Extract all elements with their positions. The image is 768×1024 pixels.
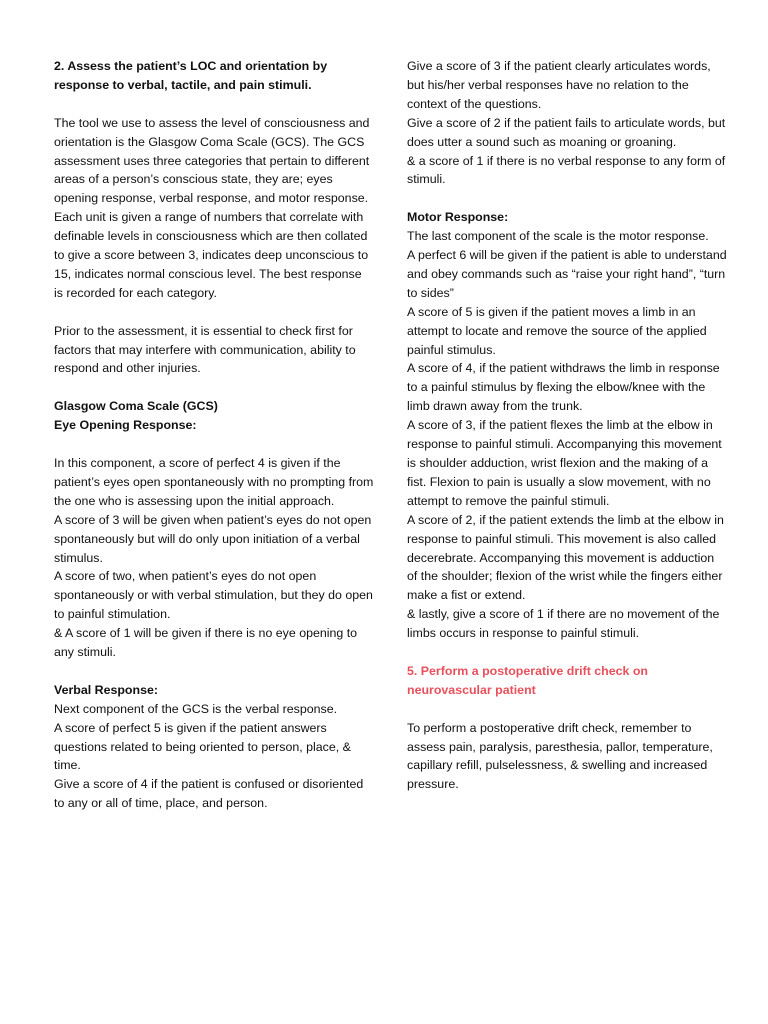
motor-score-5: A score of 5 is given if the patient moves a limb in an attempt to locate and remove the source of the applied painful stimulus. bbox=[407, 304, 707, 357]
gcs-intro-paragraph: The tool we use to assess the level of consciousness and orientation is the Glasgow Coma Scale (GCS). The GCS assessment uses three categories that pertain to different areas of a person’s conscious state, they are; eyes opening response, verbal response, and motor response. Each unit is given a range of numbers that correlate with definable levels in consciousness which are then collated to give a score between 3, indicates deep unconscious to 15, indicates normal conscious level. The best response is recorded for each category. bbox=[54, 115, 370, 300]
section2-heading: 2. Assess the patient’s LOC and orientation by response to verbal, tactile, and pain stimuli. bbox=[54, 59, 328, 92]
verbal-response-heading: Verbal Response: bbox=[54, 682, 158, 697]
motor-intro: The last component of the scale is the motor response. bbox=[407, 229, 709, 244]
right-column bbox=[407, 57, 727, 794]
eye-score-2: A score of two, when patient’s eyes do not open spontaneously or with verbal stimulation, but they do open to painful stimulation. bbox=[54, 569, 373, 622]
spacer bbox=[407, 643, 727, 662]
spacer bbox=[407, 700, 727, 719]
eye-score-4: In this component, a score of perfect 4 is given if the patient’s eyes open spontaneously with no prompting from the one who is assessing upon the initial approach. bbox=[54, 455, 374, 508]
spacer bbox=[54, 662, 374, 681]
verbal-score-4: Give a score of 4 if the patient is confused or disoriented to any or all of time, place, and person. bbox=[54, 777, 364, 811]
motor-score-1: & lastly, give a score of 1 if there are no movement of the limbs occurs in response to painful stimuli. bbox=[407, 607, 720, 641]
verbal-intro: Next component of the GCS is the verbal response. bbox=[54, 701, 338, 716]
prior-assessment-paragraph: Prior to the assessment, it is essential to check first for factors that may interfere with communication, ability to respond and other injuries. bbox=[54, 323, 356, 376]
motor-score-4: A score of 4, if the patient withdraws the limb in response to a painful stimulus by flexing the elbow/knee with the limb drawn away from the trunk. bbox=[407, 361, 720, 414]
spacer bbox=[54, 435, 374, 454]
eye-opening-heading: Eye Opening Response: bbox=[54, 418, 197, 433]
verbal-score-3: Give a score of 3 if the patient clearly articulates words, but his/her verbal responses have no relation to the context of the questions. bbox=[407, 59, 711, 111]
eye-score-1: & A score of 1 will be given if there is no eye opening to any stimuli. bbox=[54, 626, 358, 660]
spacer bbox=[54, 95, 374, 114]
spacer bbox=[54, 303, 374, 322]
left-column bbox=[54, 57, 374, 813]
eye-score-3: A score of 3 will be given when patient’s eyes do not open spontaneously but will do only upon initiation of a verbal stimulus. bbox=[54, 512, 372, 565]
motor-score-6: A perfect 6 will be given if the patient is able to understand and obey commands such as “raise your right hand”, “turn to sides” bbox=[407, 248, 727, 300]
spacer bbox=[54, 378, 374, 397]
verbal-score-2: Give a score of 2 if the patient fails to articulate words, but does utter a sound such as moaning or groaning. bbox=[407, 115, 726, 149]
drift-check-paragraph: To perform a postoperative drift check, remember to assess pain, paralysis, paresthesia, pallor, temperature, capillary refill, pulselessness, & swelling and increased pressure. bbox=[407, 720, 713, 792]
spacer bbox=[407, 189, 727, 208]
verbal-score-5: A score of perfect 5 is given if the patient answers questions related to being oriented to person, place, & time. bbox=[54, 720, 351, 773]
gcs-title: Glasgow Coma Scale (GCS) bbox=[54, 399, 218, 414]
verbal-score-1: & a score of 1 if there is no verbal response to any form of stimuli. bbox=[407, 153, 726, 187]
section5-heading: 5. Perform a postoperative drift check on neurovascular patient bbox=[407, 663, 648, 697]
motor-response-heading: Motor Response: bbox=[407, 210, 509, 225]
motor-score-2: A score of 2, if the patient extends the limb at the elbow in response to painful stimuli. This movement is also called decerebrate. Accompanying this movement is adduction of the shoulder; flexion of the wrist while the fingers either make a fist or extend. bbox=[407, 512, 724, 603]
motor-score-3: A score of 3, if the patient flexes the limb at the elbow in response to painful stimuli. Accompanying this movement is shoulder adduction, wrist flexion and the making of a fist. Flexion to pain is usually a slow movement, with no attempt to remove the painful stimuli. bbox=[407, 418, 722, 508]
